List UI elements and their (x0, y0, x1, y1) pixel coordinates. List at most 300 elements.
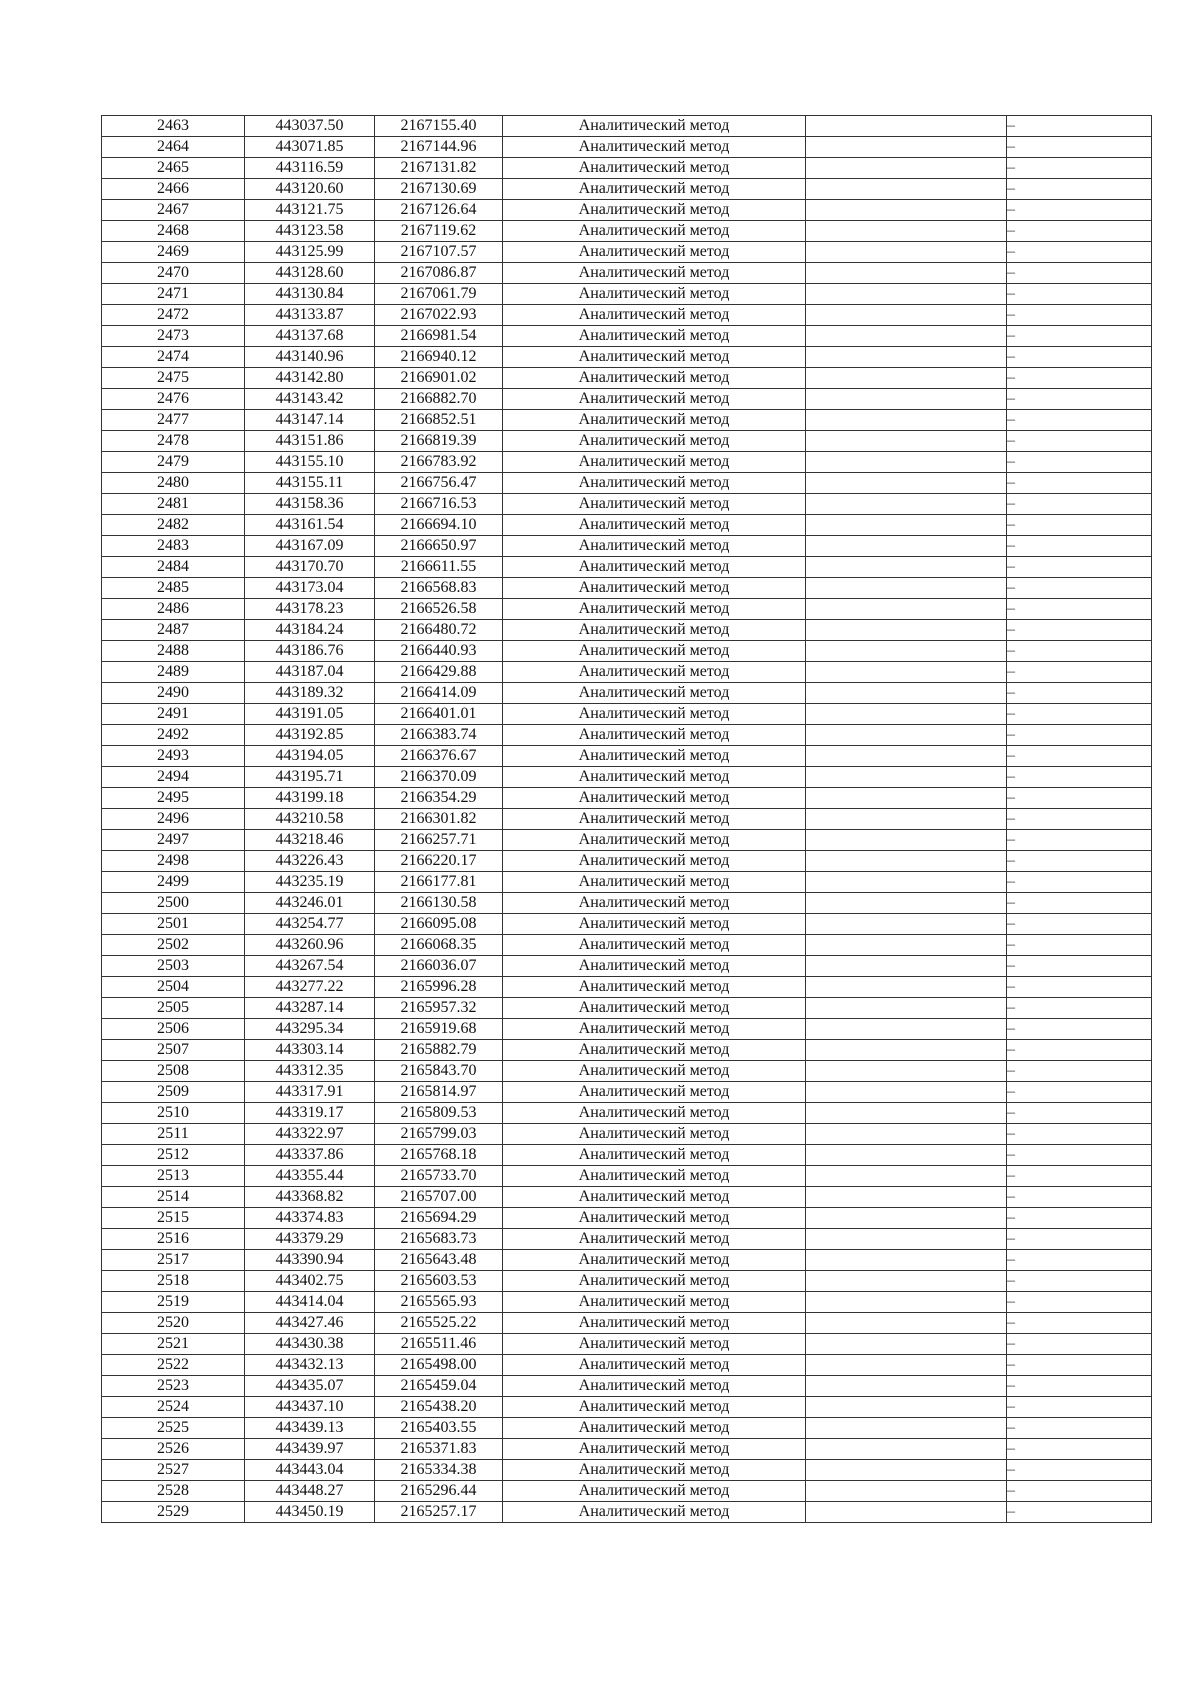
accuracy-cell (806, 284, 1007, 305)
point-number-cell: 2478 (102, 431, 245, 452)
method-cell: Аналитический метод (503, 1124, 806, 1145)
y-coordinate-cell: 2166756.47 (375, 473, 503, 494)
accuracy-cell (806, 851, 1007, 872)
note-cell: – (1007, 116, 1152, 137)
note-cell: – (1007, 1460, 1152, 1481)
x-coordinate-cell: 443437.10 (245, 1397, 375, 1418)
note-cell: – (1007, 200, 1152, 221)
y-coordinate-cell: 2166130.58 (375, 893, 503, 914)
note-cell: – (1007, 851, 1152, 872)
x-coordinate-cell: 443071.85 (245, 137, 375, 158)
x-coordinate-cell: 443295.34 (245, 1019, 375, 1040)
point-number-cell: 2520 (102, 1313, 245, 1334)
note-cell: – (1007, 1334, 1152, 1355)
note-cell: – (1007, 1103, 1152, 1124)
x-coordinate-cell: 443170.70 (245, 557, 375, 578)
method-cell: Аналитический метод (503, 830, 806, 851)
table-row (102, 1418, 1152, 1439)
note-cell: – (1007, 935, 1152, 956)
coordinates-table (101, 115, 1152, 1523)
y-coordinate-cell: 2166480.72 (375, 620, 503, 641)
point-number-cell: 2529 (102, 1502, 245, 1523)
method-cell: Аналитический метод (503, 1250, 806, 1271)
y-coordinate-cell: 2166650.97 (375, 536, 503, 557)
method-cell: Аналитический метод (503, 1166, 806, 1187)
table-row (102, 830, 1152, 851)
point-number-cell: 2464 (102, 137, 245, 158)
note-cell: – (1007, 1019, 1152, 1040)
table-row (102, 851, 1152, 872)
point-number-cell: 2469 (102, 242, 245, 263)
y-coordinate-cell: 2165257.17 (375, 1502, 503, 1523)
table-row (102, 1292, 1152, 1313)
point-number-cell: 2477 (102, 410, 245, 431)
accuracy-cell (806, 767, 1007, 788)
y-coordinate-cell: 2166901.02 (375, 368, 503, 389)
table-row (102, 1208, 1152, 1229)
point-number-cell: 2470 (102, 263, 245, 284)
method-cell: Аналитический метод (503, 1187, 806, 1208)
y-coordinate-cell: 2166177.81 (375, 872, 503, 893)
y-coordinate-cell: 2165768.18 (375, 1145, 503, 1166)
note-cell: – (1007, 347, 1152, 368)
point-number-cell: 2491 (102, 704, 245, 725)
x-coordinate-cell: 443121.75 (245, 200, 375, 221)
note-cell: – (1007, 1502, 1152, 1523)
x-coordinate-cell: 443037.50 (245, 116, 375, 137)
accuracy-cell (806, 641, 1007, 662)
accuracy-cell (806, 1292, 1007, 1313)
method-cell: Аналитический метод (503, 641, 806, 662)
table-row (102, 1124, 1152, 1145)
x-coordinate-cell: 443178.23 (245, 599, 375, 620)
point-number-cell: 2498 (102, 851, 245, 872)
table-row (102, 893, 1152, 914)
table-row (102, 704, 1152, 725)
y-coordinate-cell: 2167131.82 (375, 158, 503, 179)
x-coordinate-cell: 443226.43 (245, 851, 375, 872)
table-row (102, 431, 1152, 452)
point-number-cell: 2518 (102, 1271, 245, 1292)
method-cell: Аналитический метод (503, 725, 806, 746)
y-coordinate-cell: 2166716.53 (375, 494, 503, 515)
x-coordinate-cell: 443140.96 (245, 347, 375, 368)
note-cell: – (1007, 1082, 1152, 1103)
method-cell: Аналитический метод (503, 557, 806, 578)
y-coordinate-cell: 2165525.22 (375, 1313, 503, 1334)
note-cell: – (1007, 494, 1152, 515)
method-cell: Аналитический метод (503, 242, 806, 263)
table-row (102, 1439, 1152, 1460)
accuracy-cell (806, 1166, 1007, 1187)
table-row (102, 137, 1152, 158)
point-number-cell: 2466 (102, 179, 245, 200)
note-cell: – (1007, 1229, 1152, 1250)
table-row (102, 788, 1152, 809)
method-cell: Аналитический метод (503, 1313, 806, 1334)
point-number-cell: 2494 (102, 767, 245, 788)
note-cell: – (1007, 704, 1152, 725)
y-coordinate-cell: 2165403.55 (375, 1418, 503, 1439)
accuracy-cell (806, 977, 1007, 998)
y-coordinate-cell: 2167022.93 (375, 305, 503, 326)
note-cell: – (1007, 830, 1152, 851)
x-coordinate-cell: 443439.97 (245, 1439, 375, 1460)
accuracy-cell (806, 389, 1007, 410)
x-coordinate-cell: 443379.29 (245, 1229, 375, 1250)
note-cell: – (1007, 452, 1152, 473)
accuracy-cell (806, 746, 1007, 767)
method-cell: Аналитический метод (503, 326, 806, 347)
method-cell: Аналитический метод (503, 1397, 806, 1418)
accuracy-cell (806, 662, 1007, 683)
y-coordinate-cell: 2165459.04 (375, 1376, 503, 1397)
x-coordinate-cell: 443158.36 (245, 494, 375, 515)
y-coordinate-cell: 2166383.74 (375, 725, 503, 746)
y-coordinate-cell: 2165843.70 (375, 1061, 503, 1082)
method-cell: Аналитический метод (503, 116, 806, 137)
y-coordinate-cell: 2165996.28 (375, 977, 503, 998)
accuracy-cell (806, 200, 1007, 221)
y-coordinate-cell: 2166526.58 (375, 599, 503, 620)
accuracy-cell (806, 368, 1007, 389)
note-cell: – (1007, 641, 1152, 662)
y-coordinate-cell: 2165957.32 (375, 998, 503, 1019)
table-row (102, 158, 1152, 179)
method-cell: Аналитический метод (503, 221, 806, 242)
note-cell: – (1007, 788, 1152, 809)
table-row (102, 578, 1152, 599)
method-cell: Аналитический метод (503, 683, 806, 704)
table-row (102, 284, 1152, 305)
method-cell: Аналитический метод (503, 1082, 806, 1103)
note-cell: – (1007, 1061, 1152, 1082)
accuracy-cell (806, 242, 1007, 263)
table-row (102, 200, 1152, 221)
method-cell: Аналитический метод (503, 1271, 806, 1292)
accuracy-cell (806, 1124, 1007, 1145)
method-cell: Аналитический метод (503, 956, 806, 977)
table-row (102, 1229, 1152, 1250)
note-cell: – (1007, 809, 1152, 830)
y-coordinate-cell: 2166370.09 (375, 767, 503, 788)
note-cell: – (1007, 431, 1152, 452)
x-coordinate-cell: 443184.24 (245, 620, 375, 641)
accuracy-cell (806, 1061, 1007, 1082)
table-row (102, 221, 1152, 242)
point-number-cell: 2525 (102, 1418, 245, 1439)
y-coordinate-cell: 2166429.88 (375, 662, 503, 683)
y-coordinate-cell: 2166940.12 (375, 347, 503, 368)
method-cell: Аналитический метод (503, 179, 806, 200)
accuracy-cell (806, 1439, 1007, 1460)
y-coordinate-cell: 2166981.54 (375, 326, 503, 347)
accuracy-cell (806, 1082, 1007, 1103)
note-cell: – (1007, 1292, 1152, 1313)
accuracy-cell (806, 1250, 1007, 1271)
y-coordinate-cell: 2165511.46 (375, 1334, 503, 1355)
x-coordinate-cell: 443120.60 (245, 179, 375, 200)
method-cell: Аналитический метод (503, 1334, 806, 1355)
method-cell: Аналитический метод (503, 200, 806, 221)
x-coordinate-cell: 443210.58 (245, 809, 375, 830)
method-cell: Аналитический метод (503, 578, 806, 599)
accuracy-cell (806, 872, 1007, 893)
point-number-cell: 2507 (102, 1040, 245, 1061)
table-row (102, 494, 1152, 515)
method-cell: Аналитический метод (503, 1103, 806, 1124)
table-row (102, 683, 1152, 704)
x-coordinate-cell: 443368.82 (245, 1187, 375, 1208)
method-cell: Аналитический метод (503, 347, 806, 368)
table-row (102, 599, 1152, 620)
accuracy-cell (806, 473, 1007, 494)
accuracy-cell (806, 1376, 1007, 1397)
method-cell: Аналитический метод (503, 746, 806, 767)
method-cell: Аналитический метод (503, 158, 806, 179)
x-coordinate-cell: 443390.94 (245, 1250, 375, 1271)
x-coordinate-cell: 443137.68 (245, 326, 375, 347)
table-row (102, 746, 1152, 767)
x-coordinate-cell: 443191.05 (245, 704, 375, 725)
accuracy-cell (806, 578, 1007, 599)
method-cell: Аналитический метод (503, 662, 806, 683)
accuracy-cell (806, 620, 1007, 641)
point-number-cell: 2489 (102, 662, 245, 683)
point-number-cell: 2522 (102, 1355, 245, 1376)
table-row (102, 1481, 1152, 1502)
coordinates-table-body (102, 116, 1152, 1523)
x-coordinate-cell: 443186.76 (245, 641, 375, 662)
note-cell: – (1007, 137, 1152, 158)
note-cell: – (1007, 389, 1152, 410)
point-number-cell: 2524 (102, 1397, 245, 1418)
accuracy-cell (806, 599, 1007, 620)
accuracy-cell (806, 263, 1007, 284)
method-cell: Аналитический метод (503, 1208, 806, 1229)
accuracy-cell (806, 221, 1007, 242)
method-cell: Аналитический метод (503, 389, 806, 410)
point-number-cell: 2500 (102, 893, 245, 914)
y-coordinate-cell: 2166301.82 (375, 809, 503, 830)
point-number-cell: 2527 (102, 1460, 245, 1481)
table-row (102, 1145, 1152, 1166)
x-coordinate-cell: 443125.99 (245, 242, 375, 263)
note-cell: – (1007, 956, 1152, 977)
table-row (102, 872, 1152, 893)
y-coordinate-cell: 2165694.29 (375, 1208, 503, 1229)
point-number-cell: 2495 (102, 788, 245, 809)
accuracy-cell (806, 1229, 1007, 1250)
y-coordinate-cell: 2165438.20 (375, 1397, 503, 1418)
method-cell: Аналитический метод (503, 851, 806, 872)
method-cell: Аналитический метод (503, 767, 806, 788)
note-cell: – (1007, 557, 1152, 578)
table-row (102, 1166, 1152, 1187)
y-coordinate-cell: 2165809.53 (375, 1103, 503, 1124)
table-row (102, 536, 1152, 557)
point-number-cell: 2502 (102, 935, 245, 956)
accuracy-cell (806, 956, 1007, 977)
accuracy-cell (806, 515, 1007, 536)
note-cell: – (1007, 1355, 1152, 1376)
method-cell: Аналитический метод (503, 914, 806, 935)
table-row (102, 242, 1152, 263)
note-cell: – (1007, 746, 1152, 767)
y-coordinate-cell: 2166568.83 (375, 578, 503, 599)
table-row (102, 452, 1152, 473)
x-coordinate-cell: 443123.58 (245, 221, 375, 242)
point-number-cell: 2519 (102, 1292, 245, 1313)
x-coordinate-cell: 443450.19 (245, 1502, 375, 1523)
point-number-cell: 2468 (102, 221, 245, 242)
y-coordinate-cell: 2165799.03 (375, 1124, 503, 1145)
note-cell: – (1007, 1166, 1152, 1187)
y-coordinate-cell: 2166068.35 (375, 935, 503, 956)
point-number-cell: 2511 (102, 1124, 245, 1145)
table-row (102, 662, 1152, 683)
table-row (102, 914, 1152, 935)
x-coordinate-cell: 443427.46 (245, 1313, 375, 1334)
note-cell: – (1007, 158, 1152, 179)
note-cell: – (1007, 977, 1152, 998)
y-coordinate-cell: 2166354.29 (375, 788, 503, 809)
note-cell: – (1007, 872, 1152, 893)
x-coordinate-cell: 443199.18 (245, 788, 375, 809)
point-number-cell: 2509 (102, 1082, 245, 1103)
note-cell: – (1007, 263, 1152, 284)
point-number-cell: 2463 (102, 116, 245, 137)
method-cell: Аналитический метод (503, 137, 806, 158)
y-coordinate-cell: 2167061.79 (375, 284, 503, 305)
point-number-cell: 2513 (102, 1166, 245, 1187)
method-cell: Аналитический метод (503, 410, 806, 431)
note-cell: – (1007, 1271, 1152, 1292)
accuracy-cell (806, 809, 1007, 830)
point-number-cell: 2480 (102, 473, 245, 494)
point-number-cell: 2497 (102, 830, 245, 851)
accuracy-cell (806, 830, 1007, 851)
table-row (102, 326, 1152, 347)
y-coordinate-cell: 2165643.48 (375, 1250, 503, 1271)
table-row (102, 1460, 1152, 1481)
accuracy-cell (806, 893, 1007, 914)
x-coordinate-cell: 443116.59 (245, 158, 375, 179)
y-coordinate-cell: 2165814.97 (375, 1082, 503, 1103)
x-coordinate-cell: 443155.10 (245, 452, 375, 473)
point-number-cell: 2512 (102, 1145, 245, 1166)
x-coordinate-cell: 443143.42 (245, 389, 375, 410)
table-row (102, 179, 1152, 200)
accuracy-cell (806, 998, 1007, 1019)
table-row (102, 725, 1152, 746)
x-coordinate-cell: 443161.54 (245, 515, 375, 536)
accuracy-cell (806, 179, 1007, 200)
table-row (102, 389, 1152, 410)
point-number-cell: 2510 (102, 1103, 245, 1124)
method-cell: Аналитический метод (503, 494, 806, 515)
method-cell: Аналитический метод (503, 893, 806, 914)
accuracy-cell (806, 914, 1007, 935)
method-cell: Аналитический метод (503, 788, 806, 809)
method-cell: Аналитический метод (503, 1355, 806, 1376)
y-coordinate-cell: 2166257.71 (375, 830, 503, 851)
point-number-cell: 2499 (102, 872, 245, 893)
point-number-cell: 2528 (102, 1481, 245, 1502)
y-coordinate-cell: 2166376.67 (375, 746, 503, 767)
note-cell: – (1007, 473, 1152, 494)
y-coordinate-cell: 2167107.57 (375, 242, 503, 263)
accuracy-cell (806, 1019, 1007, 1040)
method-cell: Аналитический метод (503, 1229, 806, 1250)
method-cell: Аналитический метод (503, 1439, 806, 1460)
point-number-cell: 2506 (102, 1019, 245, 1040)
note-cell: – (1007, 683, 1152, 704)
x-coordinate-cell: 443254.77 (245, 914, 375, 935)
y-coordinate-cell: 2165565.93 (375, 1292, 503, 1313)
accuracy-cell (806, 1103, 1007, 1124)
point-number-cell: 2479 (102, 452, 245, 473)
table-row (102, 1334, 1152, 1355)
y-coordinate-cell: 2167130.69 (375, 179, 503, 200)
accuracy-cell (806, 116, 1007, 137)
accuracy-cell (806, 1355, 1007, 1376)
method-cell: Аналитический метод (503, 263, 806, 284)
x-coordinate-cell: 443312.35 (245, 1061, 375, 1082)
x-coordinate-cell: 443443.04 (245, 1460, 375, 1481)
table-row (102, 1250, 1152, 1271)
accuracy-cell (806, 1145, 1007, 1166)
accuracy-cell (806, 326, 1007, 347)
point-number-cell: 2485 (102, 578, 245, 599)
method-cell: Аналитический метод (503, 1502, 806, 1523)
method-cell: Аналитический метод (503, 1040, 806, 1061)
method-cell: Аналитический метод (503, 599, 806, 620)
x-coordinate-cell: 443435.07 (245, 1376, 375, 1397)
table-row (102, 305, 1152, 326)
accuracy-cell (806, 1271, 1007, 1292)
method-cell: Аналитический метод (503, 1481, 806, 1502)
x-coordinate-cell: 443267.54 (245, 956, 375, 977)
note-cell: – (1007, 725, 1152, 746)
y-coordinate-cell: 2166783.92 (375, 452, 503, 473)
method-cell: Аналитический метод (503, 305, 806, 326)
accuracy-cell (806, 788, 1007, 809)
x-coordinate-cell: 443218.46 (245, 830, 375, 851)
x-coordinate-cell: 443448.27 (245, 1481, 375, 1502)
point-number-cell: 2526 (102, 1439, 245, 1460)
note-cell: – (1007, 1397, 1152, 1418)
accuracy-cell (806, 431, 1007, 452)
note-cell: – (1007, 914, 1152, 935)
table-row (102, 557, 1152, 578)
method-cell: Аналитический метод (503, 515, 806, 536)
x-coordinate-cell: 443439.13 (245, 1418, 375, 1439)
y-coordinate-cell: 2165733.70 (375, 1166, 503, 1187)
table-row (102, 347, 1152, 368)
accuracy-cell (806, 1040, 1007, 1061)
table-row (102, 263, 1152, 284)
point-number-cell: 2517 (102, 1250, 245, 1271)
method-cell: Аналитический метод (503, 1019, 806, 1040)
x-coordinate-cell: 443287.14 (245, 998, 375, 1019)
y-coordinate-cell: 2167144.96 (375, 137, 503, 158)
x-coordinate-cell: 443277.22 (245, 977, 375, 998)
y-coordinate-cell: 2165334.38 (375, 1460, 503, 1481)
accuracy-cell (806, 1397, 1007, 1418)
y-coordinate-cell: 2167086.87 (375, 263, 503, 284)
method-cell: Аналитический метод (503, 704, 806, 725)
